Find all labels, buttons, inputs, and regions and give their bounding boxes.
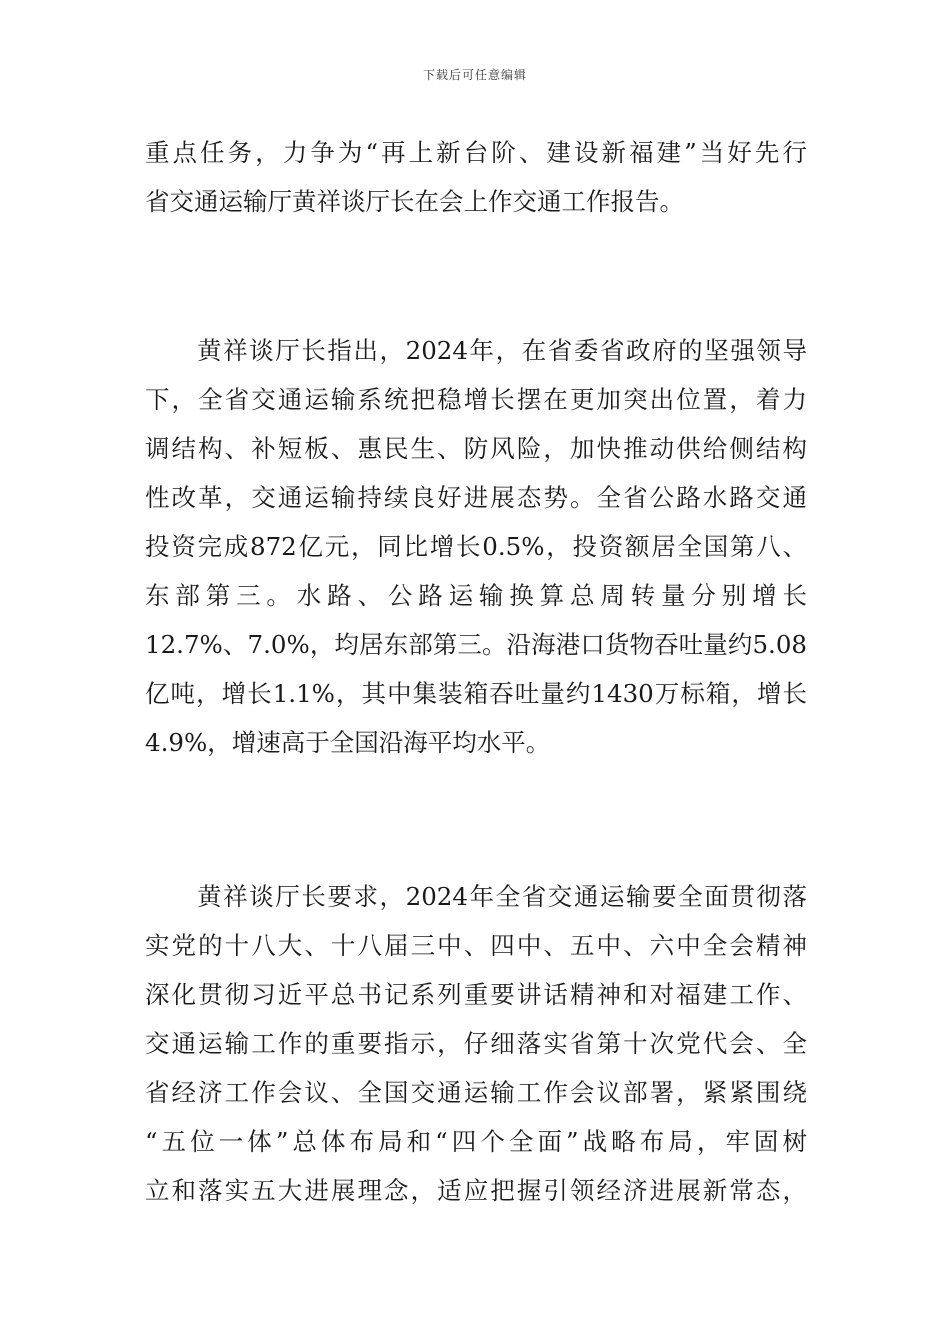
paragraph-line: 调结构、补短板、惠民生、防风险，加快推动供给侧结构 [145,434,807,463]
paragraph-line: 投资完成872亿元，同比增长0.5%，投资额居全国第八、 [145,532,807,561]
paragraph-line: “五位一体”总体布局和“四个全面”战略布局，牢固树 [145,1127,807,1156]
paragraph-line: 交通运输工作的重要指示，仔细落实省第十次党代会、全 [145,1029,807,1058]
paragraph-line: 黄祥谈厅长要求，2024年全省交通运输要全面贯彻落 [197,882,807,911]
paragraph-3 [145,872,807,1215]
paragraph-line: 省交通运输厅黄祥谈厅长在会上作交通工作报告。 [145,187,684,216]
paragraph-1 [145,128,807,226]
paragraph-2 [145,326,807,767]
paragraph-line: 东部第三。水路、公路运输换算总周转量分别增长 [145,581,807,610]
paragraph-line: 4.9%，增速高于全国沿海平均水平。 [145,728,551,757]
paragraph-line: 实党的十八大、十八届三中、四中、五中、六中全会精神 [145,931,807,960]
paragraph-line: 下，全省交通运输系统把稳增长摆在更加突出位置，着力 [145,385,807,414]
paragraph-line: 深化贯彻习近平总书记系列重要讲话精神和对福建工作、 [145,980,807,1009]
paragraph-line: 黄祥谈厅长指出，2024年，在省委省政府的坚强领导 [197,336,807,365]
paragraph-line: 12.7%、7.0%，均居东部第三。沿海港口货物吞吐量约5.08 [145,630,807,659]
paragraph-line: 性改革，交通运输持续良好进展态势。全省公路水路交通 [145,483,807,512]
paragraph-line: 省经济工作会议、全国交通运输工作会议部署，紧紧围绕 [145,1078,807,1107]
paragraph-line: 立和落实五大进展理念，适应把握引领经济进展新常态， [145,1176,807,1205]
header-note: 下载后可任意编辑 [422,68,527,82]
paragraph-line: 亿吨，增长1.1%，其中集装箱吞吐量约1430万标箱，增长 [145,679,807,708]
paragraph-line: 重点任务，力争为“再上新台阶、建设新福建”当好先行 [145,138,807,167]
